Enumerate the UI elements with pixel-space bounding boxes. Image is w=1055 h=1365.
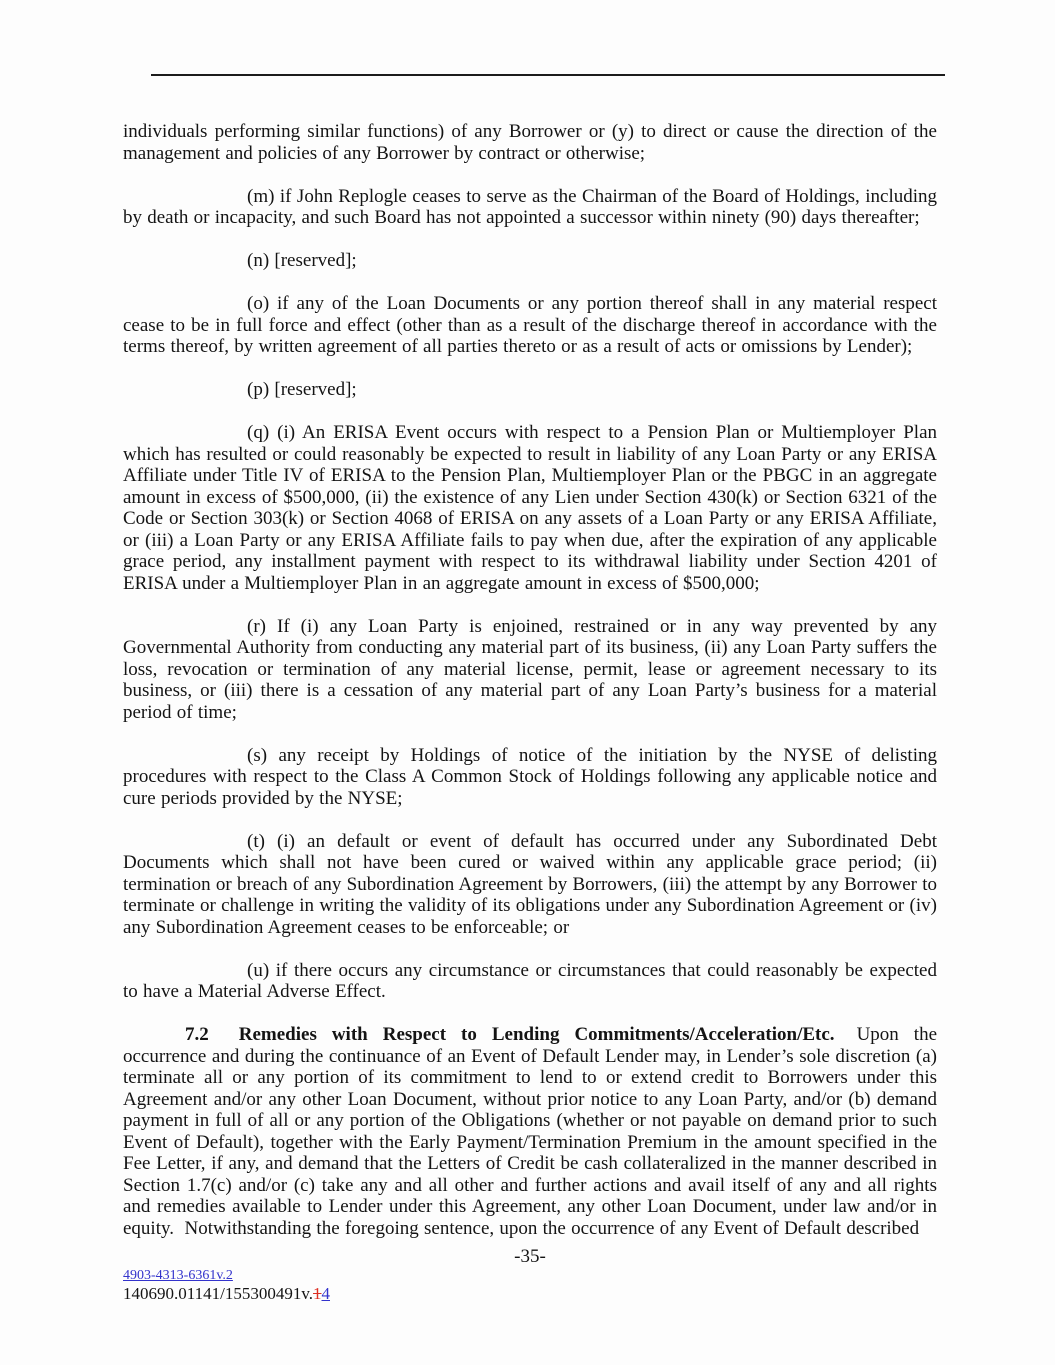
paragraph-u [123,960,937,1003]
paragraph-text: if any of the Loan Documents or any portion thereof shall in any material respect cease to be in full force and effect (other than as a result of the discharge thereof in accordance with the terms thereof, by written agreement of all parties thereto or as a result of acts or omissions by Lender); [123,293,937,357]
inserted-version-number: 4 [321,1284,330,1303]
deleted-version-number: 1 [313,1284,322,1303]
section-body-text: Upon the occurrence and during the continuance of an Event of Default Lender may, in Lender’s sole discretion (a) terminate all or any portion of its commitment to lend to or extend credit to Borrowers under this Agreement and/or any other Loan Document, without prior notice to any Loan Party, and/or (b) demand payment in full of all or any portion of the Obligations (whether or not payable on demand prior to such Event of Default), together with the Early Payment/Termination Premium in the amount specified in the Fee Letter, if any, and demand that the Letters of Credit be cash collateralized in the manner described in Section 1.7(c) and/or (c) take any and all other and further actions and avail itself of any and all rights and remedies available to Lender under this Agreement, any other Loan Document, under law and/or in equity. Notwithstanding the foregoing sentence, upon the occurrence of any Event of Default described [123,1024,937,1239]
paragraph-s [123,745,937,810]
paragraph-m [123,186,937,229]
paragraph-p [123,379,937,401]
paragraph-text: any receipt by Holdings of notice of the initiation by the NYSE of delisting procedures with respect to the Class A Common Stock of Holdings following any applicable notice and cure periods provided by the NYSE; [123,744,937,809]
document-footer [123,1268,330,1303]
paragraph-label: (p) [247,379,270,400]
paragraph-t [123,831,937,939]
paragraph-label: (t) [247,830,265,852]
paragraph-label: (s) [247,744,268,766]
paragraph-text: [reserved]; [274,250,357,271]
paragraph-text: (i) An ERISA Event occurs with respect to a Pension Plan or Multiemployer Plan which has resulted or could reasonably be expected to result in liability of any Loan Party or any ERISA Affiliate under Title IV of ERISA to the Pension Plan, Multiemployer Plan or the PBGC in an aggregate amount in excess of $500,000, (ii) the existence of any Lien under Section 430(k) or Section 6321 of the Code or Section 303(k) or Section 4068 of ERISA on any assets of a Loan Party or any ERISA Affiliate, or (iii) a Loan Party or any ERISA Affiliate fails to pay when due, after the expiration of any applicable grace period, any installment payment with respect to its withdrawal liability under Section 4201 of ERISA under a Multiemployer Plan in an aggregate amount in excess of $500,000; [123,422,938,594]
paragraph-text: individuals performing similar functions) of any Borrower or (y) to direct or cause the direction of the management and policies of any Borrower by contract or otherwise; [123,121,937,164]
section-7-2 [123,1024,937,1239]
paragraph-label: (q) [247,422,270,443]
document-id-stamp: 4903-4313-6361v.2 [123,1268,233,1283]
paragraph-label: (n) [247,250,270,271]
page-number: -35- [514,1246,546,1267]
matter-number-text: 140690.01141/155300491v. [123,1284,313,1303]
paragraph-label: (m) [247,185,275,207]
paragraph-label: (r) [247,615,266,637]
paragraph-text: (i) an default or event of default has occurred under any Subordinated Debt Documents which shall not have been cured or waived within any applicable grace period; (ii) termination or breach of any Subordination Agreement by Borrowers, (iii) the attempt by any Borrower to terminate or challenge in writing the validity of its obligations under any Subordination Agreement or (iv) any Subordination Agreement ceases to be enforceable; or [123,830,937,938]
paragraph-continuation [123,121,937,164]
matter-number-stamp [123,1284,330,1303]
paragraph-o [123,293,937,358]
paragraph-text: [reserved]; [274,379,357,400]
section-number: 7.2 [185,1024,209,1045]
section-heading: Remedies with Respect to Lending Commitments/Acceleration/Etc. [238,1024,835,1045]
paragraph-text: If (i) any Loan Party is enjoined, restrained or in any way prevented by any Governmental Authority from conducting any material part of its business, (ii) any Loan Party suffers the loss, revocation or termination of any material license, permit, lease or agreement necessary to its business, or (iii) there is a cessation of any material part of any Loan Party’s business for a material period of time; [123,615,938,723]
header-rule [151,74,945,76]
paragraph-r [123,616,937,724]
paragraph-label: (o) [247,293,270,314]
paragraph-q [123,422,937,594]
paragraph-text: if there occurs any circumstance or circumstances that could reasonably be expected to have a Material Adverse Effect. [123,959,937,1002]
paragraph-n [123,250,937,272]
document-body [123,121,937,1261]
paragraph-text: if John Replogle ceases to serve as the Chairman of the Board of Holdings, including by death or incapacity, and such Board has not appointed a successor within ninety (90) days thereafter; [123,185,937,228]
paragraph-label: (u) [247,959,270,981]
document-id-stamp-row [123,1268,330,1284]
